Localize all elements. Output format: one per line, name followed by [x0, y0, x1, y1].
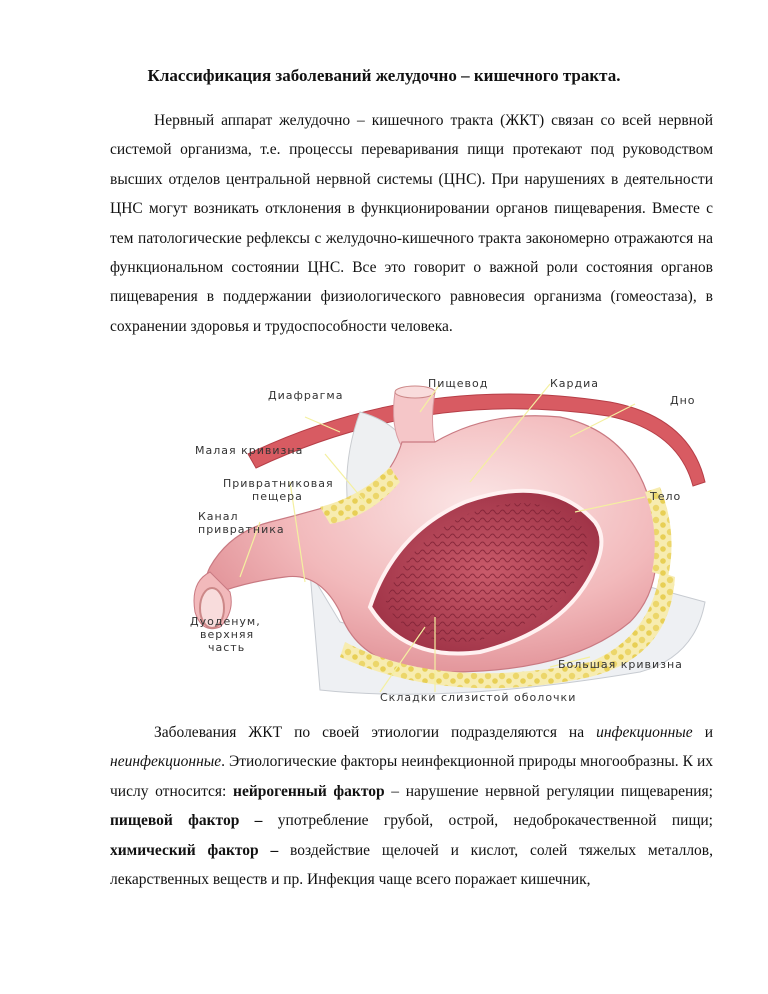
etiology-and: и	[692, 724, 713, 741]
page-title: Классификация заболеваний желудочно – кишечного тракта.	[147, 66, 621, 85]
label-esophagus: Пищевод	[428, 377, 489, 390]
food-description: употребление грубой, острой, недоброкачественной пищи;	[262, 812, 713, 830]
term-food-factor: пищевой фактор –	[110, 812, 263, 830]
label-antrum-line1: Привратниковая	[223, 477, 334, 490]
chemical-description: воздействие щелочей и кислот, солей тяжелых металлов, лекарственных веществ и пр. Инфекция чаще всего поражает кишечник,	[110, 841, 714, 889]
label-body: Тело	[650, 490, 682, 503]
term-neurogenic-factor: нейрогенный фактор	[233, 782, 385, 800]
term-noninfectious: неинфекционные	[110, 753, 222, 771]
label-antrum-line2: пещера	[252, 490, 303, 503]
neurogenic-description: – нарушение нервной регуляции пищеварения;	[384, 782, 713, 800]
etiology-paragraph	[110, 718, 713, 894]
stomach-anatomy-figure	[190, 372, 710, 712]
label-duodenum-line2: верхняя	[200, 628, 255, 641]
label-greater-curvature: Большая кривизна	[558, 658, 683, 671]
stomach-illustration	[190, 372, 710, 712]
label-fundus: Дно	[670, 394, 696, 407]
label-diaphragm: Диафрагма	[268, 389, 344, 402]
label-canal-line1: Канал	[198, 510, 239, 523]
etiology-text-1: Заболевания ЖКТ по своей этиологии подразделяются на	[154, 724, 597, 741]
label-cardia: Кардиа	[550, 377, 600, 390]
label-duodenum-line1: Дуоденум,	[190, 615, 261, 628]
label-lesser-curvature: Малая кривизна	[195, 444, 304, 457]
label-duodenum-line3: часть	[208, 641, 246, 654]
term-chemical-factor: химический фактор –	[110, 841, 279, 859]
intro-paragraph	[110, 106, 713, 341]
term-infectious: инфекционные	[596, 724, 693, 741]
etiology-text-2: . Этиологические факторы неинфекционной природы многообразны. К их числу относится:	[110, 753, 713, 800]
intro-paragraph-text: Нервный аппарат желудочно – кишечного тракта (ЖКТ) связан со всей нервной системой организма, т.е. процессы переваривания пищи протекают под руководством высших отделов центральной нервной системы (ЦНС). При нарушениях в деятельности ЦНС могут возникать отклонения в функционировании органов пищеварения. Вместе с тем патологические рефлексы с желудочно-кишечного тракта закономерно отражаются на функциональном состоянии ЦНС. Все это говорит о важной роли состояния органов пищеварения в поддержании физиологического равновесия организма (гомеостаза), в сохранении здоровья и трудоспособности человека.	[110, 112, 713, 335]
label-canal-line2: привратника	[198, 523, 285, 536]
label-mucosa-folds: Складки слизистой оболочки	[380, 691, 577, 704]
